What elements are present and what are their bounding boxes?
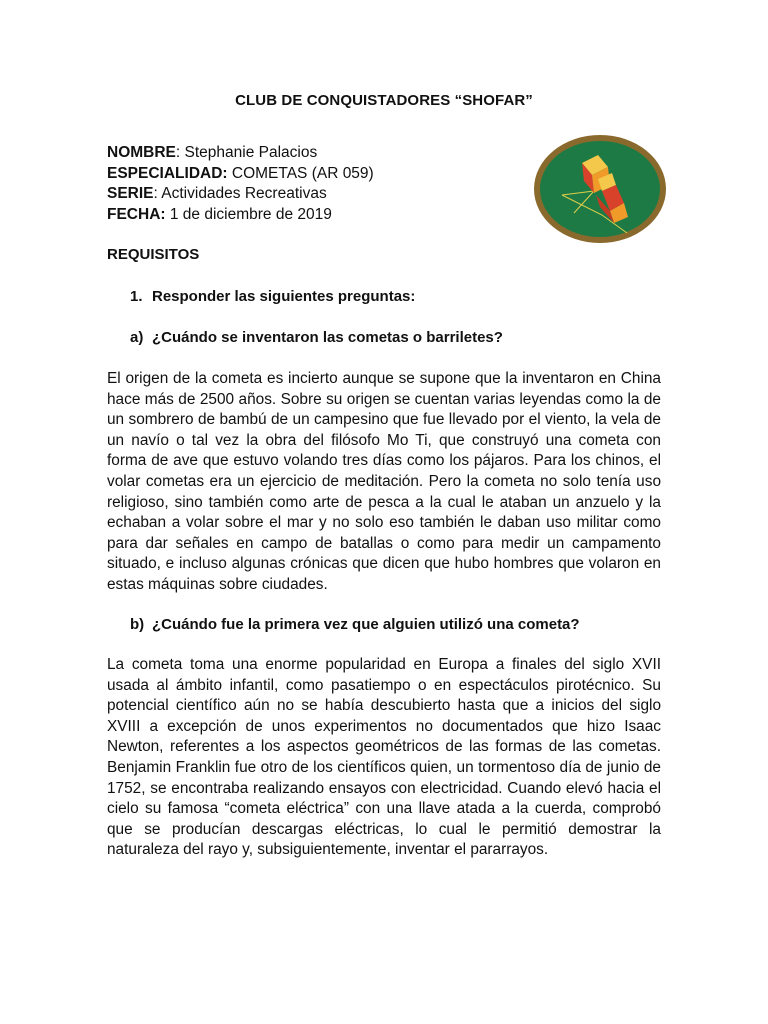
question-b: b) ¿Cuándo fue la primera vez que alguien utilizó una cometa? xyxy=(130,616,580,633)
field-serie: SERIE: Actividades Recreativas xyxy=(107,185,327,202)
field-label: NOMBRE xyxy=(107,144,176,161)
field-especialidad xyxy=(107,164,374,185)
field-label: SERIE xyxy=(107,185,154,202)
field-value: Stephanie Palacios xyxy=(184,144,318,161)
answer-b: La cometa toma una enorme popularidad en Europa a finales del siglo XVII usada al ámbito infantil, como pasatiempo o en espectáculos pirotécnico. Su potencial científico aún no se había descubierto hasta que a inicios del siglo XVIII a excepción de unos experimentos no documentados que hizo Isaac Newton, referentes a los aspectos geométricos de las formas de las cometas. Benjamin Franklin fue otro de los científicos quien, un tormentoso día de junio de 1752, se encontraba realizando ensayos con electricidad. Cuando elevó hacia el cielo su famosa “cometa eléctrica” con una llave atada a la cuerda, comprobó que se producían descargas eléctricas, lo cual le permitió demostrar la naturaleza del rayo y, subsiguientemente, inventar el pararrayos. xyxy=(107,656,661,859)
document-title: CLUB DE CONQUISTADORES “SHOFAR” xyxy=(235,92,533,109)
field-fecha xyxy=(107,205,374,226)
item-1: 1. Responder las siguientes preguntas: xyxy=(130,288,416,305)
field-label: ESPECIALIDAD: xyxy=(107,164,228,182)
field-label: FECHA: xyxy=(107,205,166,223)
question-a: a) ¿Cuándo se inventaron las cometas o barriletes? xyxy=(130,329,503,346)
kite-patch-icon xyxy=(532,133,668,245)
field-value: COMETAS (AR 059) xyxy=(231,164,374,182)
field-value: 1 de diciembre de 2019 xyxy=(169,205,332,223)
answer-a: El origen de la cometa es incierto aunque se supone que la inventaron en China hace más de 2500 años. Sobre su origen se cuentan varias leyendas como la de un sombrero de bambú de un campesino que fue llevado por el viento, la vela de un navío o tal vez la obra del filósofo Mo Ti, que construyó una cometa con forma de ave que estuvo volando tres días como los pájaros. Para los chinos, el volar cometas era un ejercicio de meditación. Pero la cometa no solo tenía uso religioso, sino también como arte de pesca a la cual le ataban un anzuelo y la echaban a volar sobre el mar y no solo eso también le daban uso militar como para dar señales en campo de batallas o como para medir un campamento situado, e incluso algunas crónicas que dicen que hubo hombres que volaron en estas máquinas sobre ciudades. xyxy=(107,370,661,593)
requisitos-heading: REQUISITOS xyxy=(107,246,200,263)
field-nombre: NOMBRE: Stephanie Palacios xyxy=(107,144,318,161)
student-info xyxy=(107,143,374,225)
field-value: Actividades Recreativas xyxy=(161,185,327,202)
